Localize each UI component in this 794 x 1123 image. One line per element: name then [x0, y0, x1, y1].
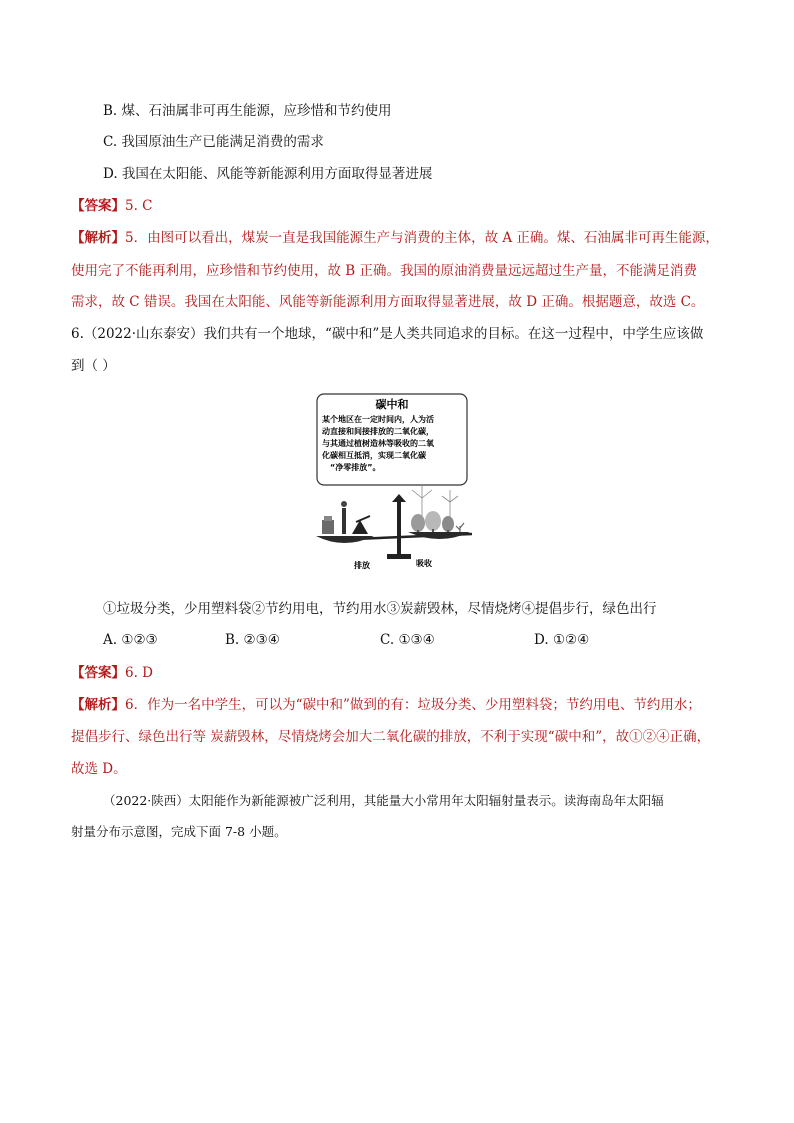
q5-analysis-text-2: 使用完了不能再利用，应珍惜和节约使用，故 B 正确。我国的原油消费量远远超过生产量，不能满足消费: [71, 263, 698, 279]
q6-stem-1: 6.（2022·山东泰安）我们共有一个地球，“碳中和”是人类共同追求的目标。在这一过程中，中学生应该做: [71, 326, 704, 342]
figure-text-4: 化碳相互抵消，实现二氧化碳: [322, 451, 426, 460]
factory-icon: [322, 501, 370, 534]
analysis-tag: 【解析】: [71, 697, 125, 713]
analysis-tag: 【解析】: [71, 230, 125, 246]
emission-label: 排放: [354, 561, 370, 570]
answer-tag: 【答案】: [71, 665, 125, 681]
figure-text-2: 动直接和间接排放的二氧化碳，: [322, 427, 434, 436]
figure-text-1: 某个地区在一定时间内，人为活: [322, 415, 434, 424]
q6-analysis-text-3: 故选 D。: [71, 761, 127, 777]
q6-analysis-text-1: 6．作为一名中学生，可以为“碳中和”做到的有：垃圾分类、少用塑料袋；节约用电、节约用水；: [125, 697, 701, 713]
q6-analysis-row-1: [71, 695, 701, 715]
q5-option-b: B. 煤、石油属非可再生能源，应珍惜和节约使用: [103, 103, 392, 119]
q5-answer-row: [71, 196, 153, 216]
q6-answer-row: [71, 663, 153, 683]
q6-answer: 6. D: [125, 665, 153, 681]
carbon-balance-illustration: [312, 390, 488, 572]
q5-option-c: C. 我国原油生产已能满足消费的需求: [103, 134, 324, 150]
q6-stem-2: 到（ ）: [71, 358, 116, 374]
q78-intro-1: （2022·陕西）太阳能作为新能源被广泛利用，其能量大小常用年太阳辐射量表示。读海南岛年太阳辐: [103, 793, 664, 808]
answer-tag: 【答案】: [71, 198, 125, 214]
q6-option-b: B. ②③④: [225, 632, 280, 648]
q5-analysis-text-3: 需求，故 C 错误。我国在太阳能、风能等新能源利用方面取得显著进展，故 D 正确。根据题意，故选 C。: [71, 294, 705, 310]
q6-option-c: C. ①③④: [380, 632, 435, 648]
q5-answer: 5. C: [125, 198, 153, 214]
figure-text-5: “净零排放”。: [330, 463, 381, 472]
q5-option-d: D. 我国在太阳能、风能等新能源利用方面取得显著进展: [103, 166, 433, 182]
q5-analysis-text-1: 5．由图可以看出，煤炭一直是我国能源生产与消费的主体，故 A 正确。煤、石油属非可再生能源，: [125, 230, 719, 246]
q6-analysis-text-2: 提倡步行、绿色出行等 炭薪毁林，尽情烧烤会加大二氧化碳的排放，不利于实现“碳中和”，故①②④正确，: [71, 729, 711, 745]
q5-analysis-row-1: [71, 228, 719, 248]
figure-title: 碳中和: [375, 398, 409, 411]
q6-statements: ①垃圾分类，少用塑料袋②节约用电，节约用水③炭薪毁林，尽情烧烤④提倡步行，绿色出行: [103, 601, 657, 617]
q6-option-d: D. ①②④: [534, 632, 590, 648]
figure-text-3: 与其通过植树造林等吸收的二氧: [322, 439, 434, 448]
absorption-label: 吸收: [416, 559, 432, 568]
q78-intro-2: 射量分布示意图，完成下面 7-8 小题。: [71, 824, 287, 839]
q6-option-a: A. ①②③: [103, 632, 158, 648]
carbon-neutral-figure: [312, 390, 488, 572]
